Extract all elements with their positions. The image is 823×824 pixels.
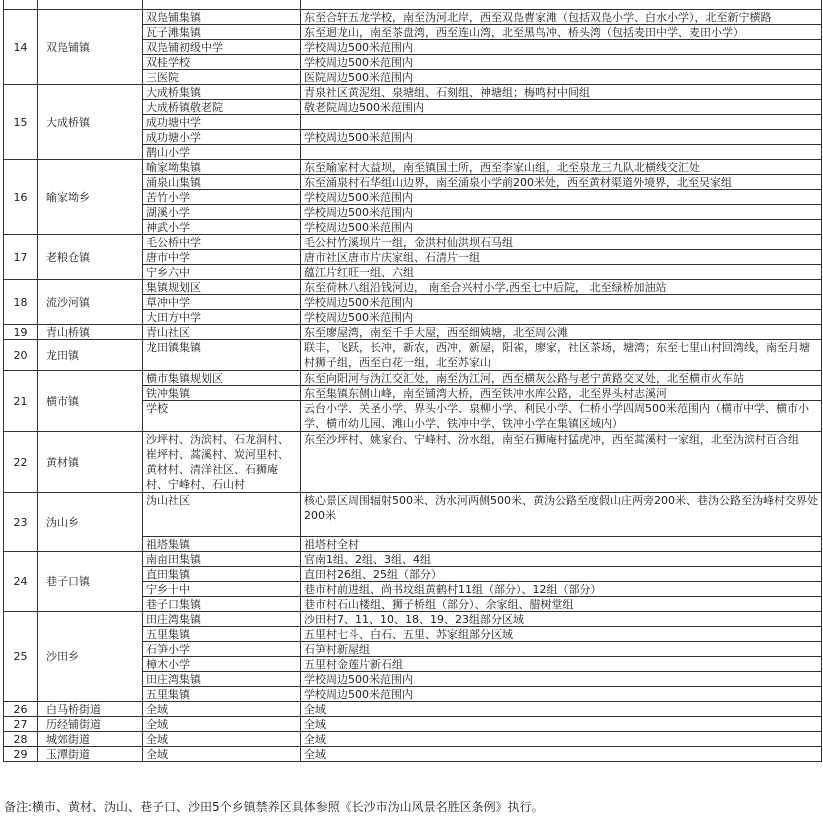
zone-name: 全域 bbox=[143, 717, 301, 732]
zone-boundary: 毛公村竹溪坝片一组，金洪村仙洪坝石马组 bbox=[301, 235, 822, 250]
zone-boundary: 云台小学、关圣小学、界头小学、泉柳小学、利民小学、仁桥小学四周500米范围内（横市中学、横市小学、横市幼儿园、滩山小学、铁冲中学、铁冲小学在集镇区域内） bbox=[301, 401, 822, 432]
zone-boundary: 学校周边500米范围内 bbox=[301, 190, 822, 205]
zone-name: 全域 bbox=[143, 702, 301, 717]
zone-name: 横市集镇规划区 bbox=[143, 371, 301, 386]
zone-name: 大成桥镇敬老院 bbox=[143, 100, 301, 115]
zone-boundary: 学校周边500米范围内 bbox=[301, 295, 822, 310]
zone-boundary: 蕴江片红旺一组、六组 bbox=[301, 265, 822, 280]
row-number: 26 bbox=[4, 702, 38, 717]
table-row bbox=[4, 10, 822, 25]
row-number: 18 bbox=[4, 280, 38, 325]
zone-boundary: 学校周边500米范围内 bbox=[301, 55, 822, 70]
table-row bbox=[4, 371, 822, 386]
row-number: 29 bbox=[4, 747, 38, 762]
zone-boundary: 东至涌泉村石华组山边界，南至涌泉小学前200米处，西至黄材渠道外境界，北至吴家组 bbox=[301, 175, 822, 190]
zone-boundary: 东至向阳河与沩江交汇处，南至沩江河，西至横灰公路与老宁黄路交叉处，北至横市火车站 bbox=[301, 371, 822, 386]
zone-boundary: 祖塔村全村 bbox=[301, 537, 822, 552]
row-number: 17 bbox=[4, 235, 38, 280]
town-name: 历经铺街道 bbox=[38, 717, 143, 732]
zone-name: 樟木小学 bbox=[143, 657, 301, 672]
row-number: 16 bbox=[4, 160, 38, 235]
zone-boundary: 全域 bbox=[301, 717, 822, 732]
zone-boundary: 学校周边500米范围内 bbox=[301, 687, 822, 702]
zone-boundary: 全域 bbox=[301, 747, 822, 762]
zone-name: 宁乡十中 bbox=[143, 582, 301, 597]
zone-name bbox=[143, 0, 301, 10]
zone-name: 巷子口集镇 bbox=[143, 597, 301, 612]
table-row bbox=[4, 160, 822, 175]
zone-name: 大成桥集镇 bbox=[143, 85, 301, 100]
table-row bbox=[4, 717, 822, 732]
row-number: 14 bbox=[4, 10, 38, 85]
zone-boundary: 学校周边500米范围内 bbox=[301, 205, 822, 220]
zone-name: 全域 bbox=[143, 747, 301, 762]
table-body bbox=[4, 0, 822, 762]
table-row bbox=[4, 747, 822, 762]
town-name: 喻家坳乡 bbox=[38, 160, 143, 235]
zone-name: 龙田镇集镇 bbox=[143, 340, 301, 371]
zone-name: 宁乡六中 bbox=[143, 265, 301, 280]
zone-boundary: 官南1组、2组、3组、4组 bbox=[301, 552, 822, 567]
town-name: 龙田镇 bbox=[38, 340, 143, 371]
zone-boundary bbox=[301, 145, 822, 160]
zone-name: 苦竹小学 bbox=[143, 190, 301, 205]
zone-boundary bbox=[301, 0, 822, 10]
zone-name: 田庄湾集镇 bbox=[143, 672, 301, 687]
zone-name: 成功塘小学 bbox=[143, 130, 301, 145]
zone-name: 石笋小学 bbox=[143, 642, 301, 657]
zone-boundary: 唐市社区唐市片庆家组、石清片一组 bbox=[301, 250, 822, 265]
town-name: 城郊街道 bbox=[38, 732, 143, 747]
zone-name: 沩山社区 bbox=[143, 493, 301, 537]
row-number: 21 bbox=[4, 371, 38, 432]
zone-boundary: 全域 bbox=[301, 732, 822, 747]
zone-boundary: 东至集镇东侧山峰，南至铺湾大桥，西至铁冲水库公路，北至界头村志溪河 bbox=[301, 386, 822, 401]
town-name: 沩山乡 bbox=[38, 493, 143, 552]
zone-boundary: 石笋村新屋组 bbox=[301, 642, 822, 657]
zone-boundary: 核心景区周围辐射500米、沩水河两侧500米、黄沩公路至度假山庄两旁200米、巷沩公路至沩峰村交界处200米 bbox=[301, 493, 822, 537]
row-number: 15 bbox=[4, 85, 38, 160]
zone-name: 全域 bbox=[143, 732, 301, 747]
zone-name: 直田集镇 bbox=[143, 567, 301, 582]
table-row bbox=[4, 552, 822, 567]
zone-name: 田庄湾集镇 bbox=[143, 612, 301, 627]
footnote: 备注:横市、黄材、沩山、巷子口、沙田5个乡镇禁养区具体参照《长沙市沩山风景名胜区条例》执行。 bbox=[4, 800, 544, 814]
zone-boundary: 学校周边500米范围内 bbox=[301, 130, 822, 145]
town-name: 老粮仓镇 bbox=[38, 235, 143, 280]
zone-name: 五里集镇 bbox=[143, 687, 301, 702]
town-name: 横市镇 bbox=[38, 371, 143, 432]
zone-boundary: 五里村七斗、白石、五里、苏家组部分区域 bbox=[301, 627, 822, 642]
table-row bbox=[4, 85, 822, 100]
zone-boundary: 东至迴龙山，南至茶盘湾，西至连山湾，北至黑鸟冲、桥头湾（包括麦田中学、麦田小学） bbox=[301, 25, 822, 40]
zone-boundary: 东至廖屋湾，南至千手大屋，西至细姨塘，北至周公滩 bbox=[301, 325, 822, 340]
zone-name: 双凫铺集镇 bbox=[143, 10, 301, 25]
zone-name: 神武小学 bbox=[143, 220, 301, 235]
zone-name: 喻家坳集镇 bbox=[143, 160, 301, 175]
zone-name: 双桂学校 bbox=[143, 55, 301, 70]
zone-name: 毛公桥中学 bbox=[143, 235, 301, 250]
town-name: 流沙河镇 bbox=[38, 280, 143, 325]
row-number: 23 bbox=[4, 493, 38, 552]
zone-name: 祖塔集镇 bbox=[143, 537, 301, 552]
zone-boundary: 医院周边500米范围内 bbox=[301, 70, 822, 85]
zone-boundary: 联丰，飞跃，长冲，新农，西冲，新屋，阳雀，廖家，社区茶场，塘湾；东至七里山村回湾线，南至月塘村狮子组，西至白花一组，北至苏家山 bbox=[301, 340, 822, 371]
zone-name: 学校 bbox=[143, 401, 301, 432]
zone-boundary: 东至荷林八组沿钱河边， 南至合兴村小学,西至七中后院， 北至绿桥加油站 bbox=[301, 280, 822, 295]
zone-name: 湖溪小学 bbox=[143, 205, 301, 220]
table-row bbox=[4, 0, 822, 10]
town-name: 玉潭街道 bbox=[38, 747, 143, 762]
zone-boundary: 东至沙坪村、姚家台、宁峰村、汾水组，南至石狮庵村猛虎冲，西至蒿溪村一家组，北至沩滨村百合组 bbox=[301, 432, 822, 493]
zone-name: 铁冲集镇 bbox=[143, 386, 301, 401]
town-name: 白马桥街道 bbox=[38, 702, 143, 717]
zone-name: 沙坪村、沩滨村、石龙洞村、崔坪村、蒿溪村、炭河里村、黄材村、清洋社区、石狮庵村、宁峰村、石山村 bbox=[143, 432, 301, 493]
town-name: 大成桥镇 bbox=[38, 85, 143, 160]
zone-boundary: 沙田村7、11、10、18、19、23组部分区域 bbox=[301, 612, 822, 627]
row-number bbox=[4, 0, 38, 10]
zone-name: 涌泉山集镇 bbox=[143, 175, 301, 190]
table-row bbox=[4, 732, 822, 747]
table-row bbox=[4, 432, 822, 493]
zone-name: 瓦子滩集镇 bbox=[143, 25, 301, 40]
table-row bbox=[4, 493, 822, 537]
table-row bbox=[4, 280, 822, 295]
row-number: 20 bbox=[4, 340, 38, 371]
table-row bbox=[4, 612, 822, 627]
zone-name: 南亩田集镇 bbox=[143, 552, 301, 567]
zone-boundary: 学校周边500米范围内 bbox=[301, 40, 822, 55]
zone-name: 双凫铺初级中学 bbox=[143, 40, 301, 55]
zone-name: 草冲中学 bbox=[143, 295, 301, 310]
zone-boundary: 敬老院周边500米范围内 bbox=[301, 100, 822, 115]
zone-boundary: 东至喻家村大益坝，南至镇国土所，西至李家山组，北至泉龙三九队北横线交汇处 bbox=[301, 160, 822, 175]
row-number: 27 bbox=[4, 717, 38, 732]
zone-boundary bbox=[301, 115, 822, 130]
town-name: 沙田乡 bbox=[38, 612, 143, 702]
zone-name: 鹊山小学 bbox=[143, 145, 301, 160]
town-name bbox=[38, 0, 143, 10]
zone-name: 集镇规划区 bbox=[143, 280, 301, 295]
zone-boundary: 青泉社区黄泥组、泉塘组、石刻组、神塘组；梅鸣村中间组 bbox=[301, 85, 822, 100]
zone-name: 大田方中学 bbox=[143, 310, 301, 325]
zone-boundary: 学校周边500米范围内 bbox=[301, 310, 822, 325]
zone-boundary: 直田村26组、25组（部分） bbox=[301, 567, 822, 582]
row-number: 19 bbox=[4, 325, 38, 340]
row-number: 28 bbox=[4, 732, 38, 747]
zone-name: 五里集镇 bbox=[143, 627, 301, 642]
zone-boundary: 五里村金莲片新石组 bbox=[301, 657, 822, 672]
zone-name: 青山社区 bbox=[143, 325, 301, 340]
table-row bbox=[4, 702, 822, 717]
row-number: 25 bbox=[4, 612, 38, 702]
town-name: 巷子口镇 bbox=[38, 552, 143, 612]
row-number: 24 bbox=[4, 552, 38, 612]
zone-boundary: 东至合轩五龙学校，南至沩河北岸，西至双凫曹家滩（包括双凫小学、白水小学），北至新宁横路 bbox=[301, 10, 822, 25]
zone-name: 三医院 bbox=[143, 70, 301, 85]
zone-boundary: 巷市村前进组、尚书坟组黄鹤村11组（部分）、12组（部分） bbox=[301, 582, 822, 597]
zone-boundary: 学校周边500米范围内 bbox=[301, 220, 822, 235]
prohibited-zone-table bbox=[3, 0, 822, 762]
row-number: 22 bbox=[4, 432, 38, 493]
town-name: 青山桥镇 bbox=[38, 325, 143, 340]
zone-name: 成功塘中学 bbox=[143, 115, 301, 130]
table-row bbox=[4, 340, 822, 371]
town-name: 黄材镇 bbox=[38, 432, 143, 493]
table-row bbox=[4, 235, 822, 250]
town-name: 双凫铺镇 bbox=[38, 10, 143, 85]
zone-boundary: 学校周边500米范围内 bbox=[301, 672, 822, 687]
zone-name: 唐市中学 bbox=[143, 250, 301, 265]
zone-boundary: 全域 bbox=[301, 702, 822, 717]
zone-boundary: 巷市村石山楼组、狮子桥组（部分）、余家组、腊树堂组 bbox=[301, 597, 822, 612]
table-row bbox=[4, 325, 822, 340]
